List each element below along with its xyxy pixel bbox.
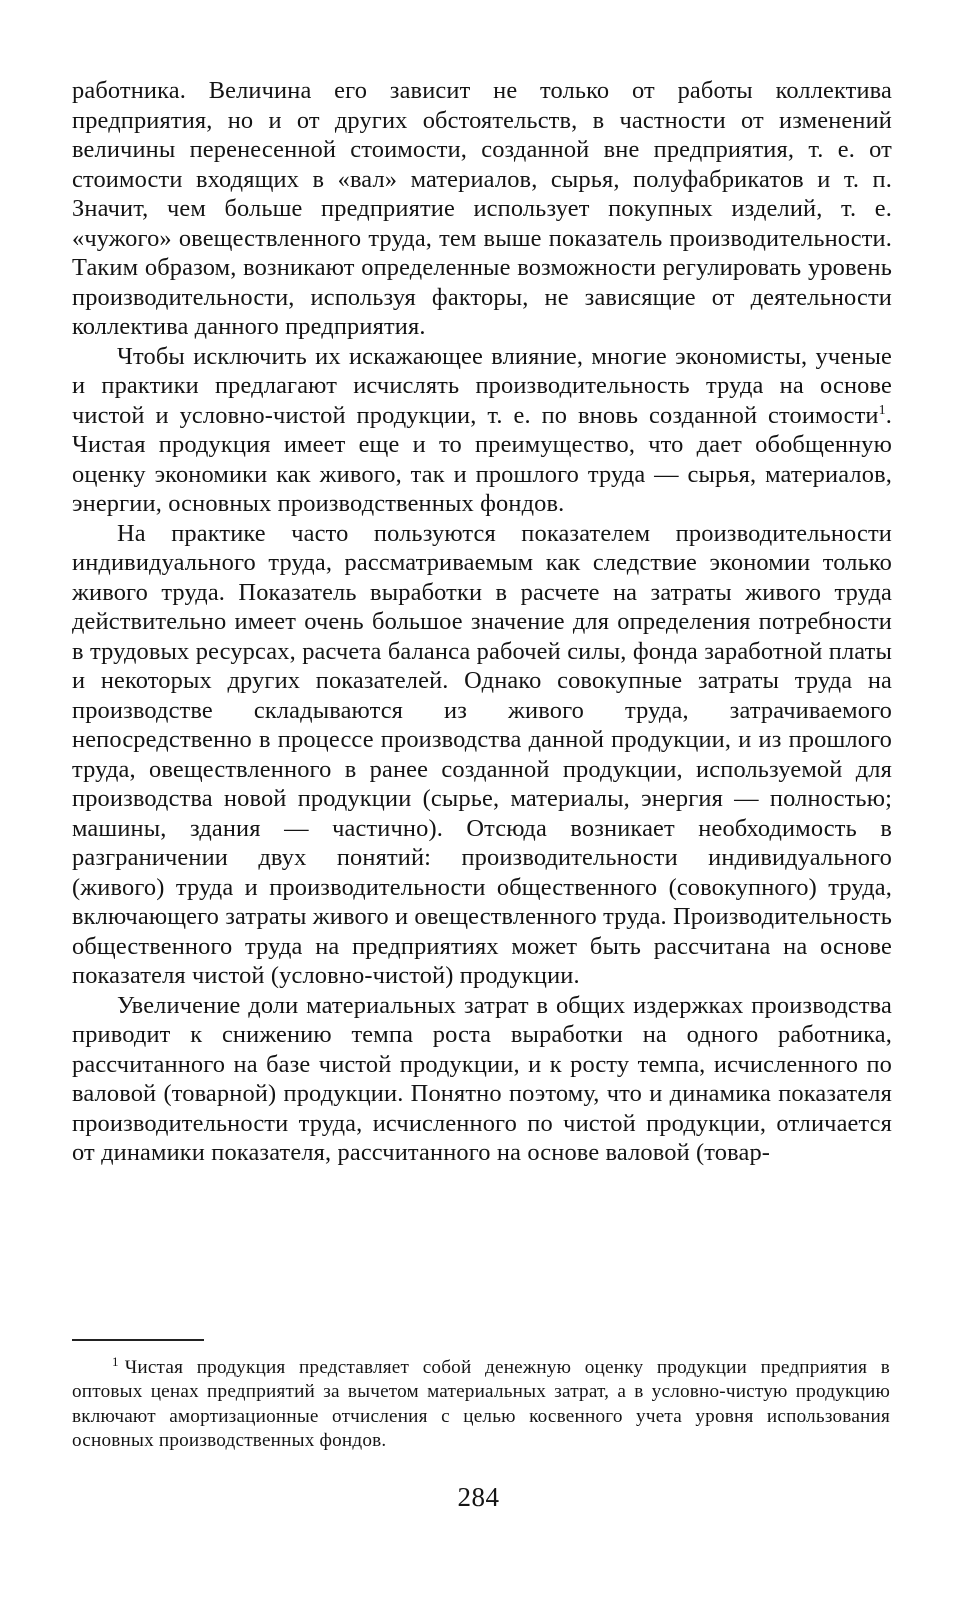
paragraph-4: Увеличение доли материальных затрат в общих издержках производства приводит к снижению темпа роста выработки на одного работника, рассчитанного на базе чистой продукции, и к росту темпа, исчисленного по валовой (товарной) продукции. Понятно поэтому, что и динамика показателя производительности труда, исчисленного по чистой продукции, отличается от динамики показателя, рассчитанного на основе валовой (товар- [72, 991, 892, 1166]
footnote-reference[interactable]: 1 [878, 402, 886, 418]
footnote-marker: 1 [112, 1354, 119, 1369]
footnote [72, 1356, 890, 1454]
paragraph-2-text-before: Чтобы исключить их искажающее влияние, многие экономисты, ученые и практики предлагают исчислять производительность труда на основе чистой и условно-чистой продукции, т. е. по вновь созданной стоимости [72, 342, 892, 429]
paragraph-3: На практике часто пользуются показателем производительности индивидуального труда, рассматриваемым как следствие экономии только живого труда. Показатель выработки в расчете на затраты живого труда действительно имеет очень большое значение для определения потребности в трудовых ресурсах, расчета баланса рабочей силы, фонда заработной платы и некоторых других показателей. Однако совокупные затраты труда на производстве складываются из живого труда, затрачиваемого непосредственно в процессе производства данной продукции, и из прошлого труда, овеществленного в ранее созданной продукции, используемой для производства новой продукции (сырье, материалы, энергия — полностью; машины, здания — частично). Отсюда возникает необходимость в разграничении двух понятий: производительности индивидуального (живого) труда и производительности общественного (совокупного) труда, включающего затраты живого и овеществленного труда. Производительность общественного труда на предприятиях может быть рассчитана на основе показателя чистой (условно-чистой) продукции. [72, 519, 892, 989]
footnote-text: Чистая продукция представляет собой денежную оценку продукции предприятия в оптовых ценах предприятий за вычетом материальных затрат, а в условно-чистую продукцию включают амортизационные отчисления с целью косвенного учета уровня использования основных производственных фондов. [72, 1357, 890, 1452]
footnote-separator [72, 1339, 204, 1341]
main-text [72, 76, 892, 1168]
paragraph-1: работника. Величина его зависит не только от работы коллектива предприятия, но и от других обстоятельств, в частности от изменений величины перенесенной стоимости, созданной вне предприятия, т. е. от стоимости входящих в «вал» материалов, сырья, полуфабрикатов и т. п. Значит, чем больше предприятие использует покупных изделий, т. е. «чужого» овеществленного труда, тем выше показатель производительности. Таким образом, возникают определенные возможности регулировать уровень производительности, используя факторы, не зависящие от деятельности коллектива данного предприятия. [72, 77, 892, 340]
paragraph-2 [72, 342, 892, 519]
paragraph-2-text-after: . Чистая продукция имеет еще и то преимущество, что дает обобщенную оценку экономики как живого, так и прошлого труда — сырья, материалов, энергии, основных производственных фондов. [72, 401, 892, 517]
page-number: 284 [457, 1482, 500, 1512]
